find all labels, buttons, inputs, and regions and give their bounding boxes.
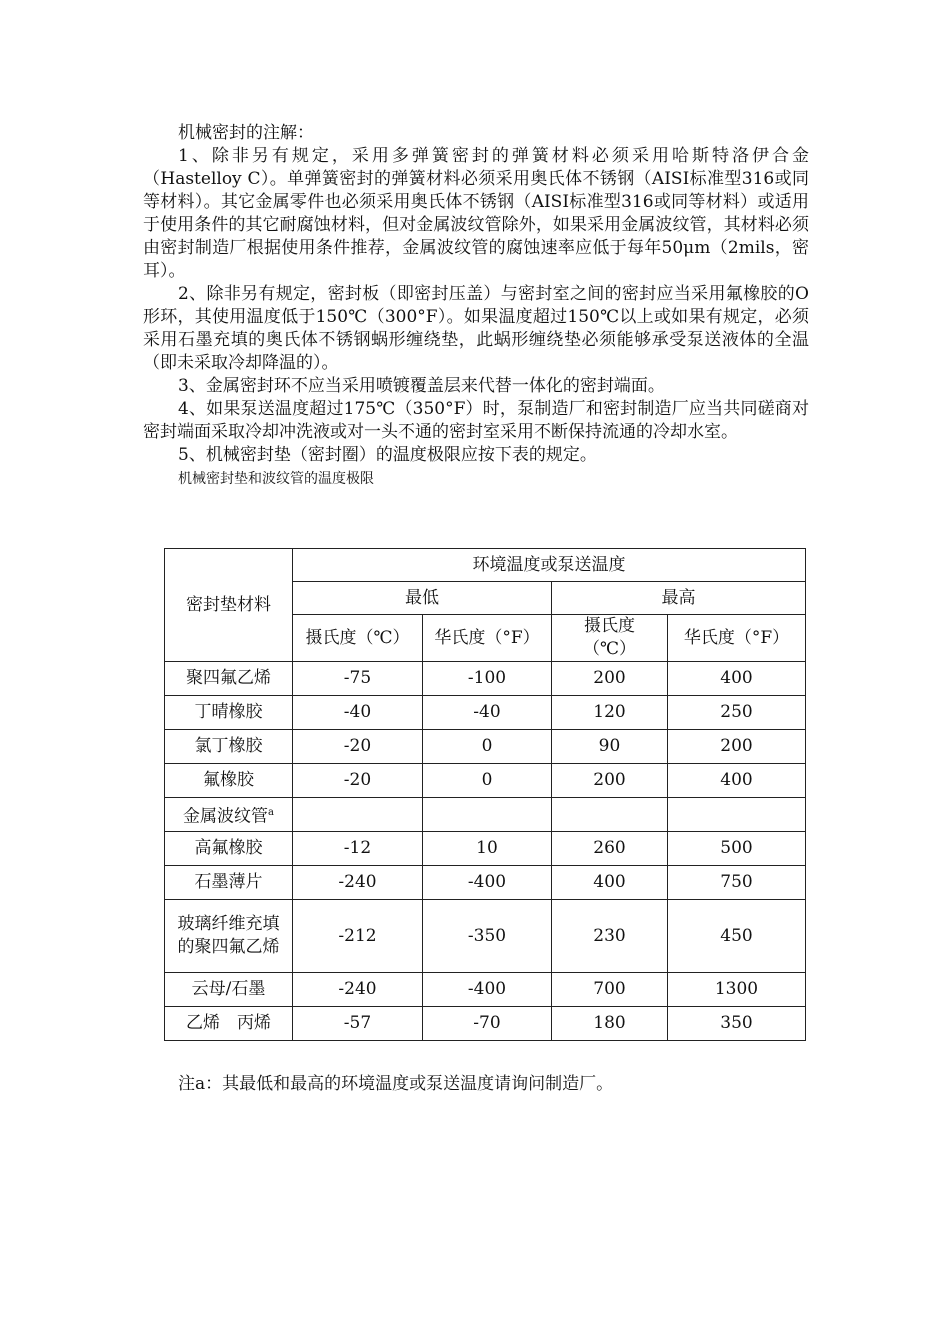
table-caption: 机械密封垫和波纹管的温度极限: [178, 471, 374, 487]
min-c-cell: -12: [293, 832, 423, 866]
max-c-cell: 90: [552, 730, 668, 764]
material-cell: 金属波纹管$^a$: [165, 798, 293, 832]
min-f-cell: -400: [423, 973, 552, 1007]
table-row: [165, 900, 806, 973]
note-paragraph-3: 3、金属密封环不应当采用喷镀覆盖层来代替一体化的密封端面。: [178, 376, 665, 396]
note-paragraph-4: 4、如果泵送温度超过175℃（350°F）时，泵制造厂和密封制造厂应当共同磋商对密封端面采取冷却冲洗液或对一头不通的密封室采用不断保持流通的冷却水室。: [143, 399, 809, 442]
material-cell: 云母/石墨: [165, 973, 293, 1007]
max-header: 最高: [552, 582, 806, 615]
material-cell: 丁晴橡胶: [165, 696, 293, 730]
max-f-cell: 400: [668, 764, 806, 798]
max-f-cell: 200: [668, 730, 806, 764]
material-cell: 乙烯 丙烯: [165, 1007, 293, 1041]
min-c-cell: -57: [293, 1007, 423, 1041]
table-row: [165, 1007, 806, 1041]
min-f-cell: [423, 798, 552, 832]
min-c-cell: [293, 798, 423, 832]
min-c-cell: -20: [293, 730, 423, 764]
document-body: [143, 122, 809, 489]
min-header: 最低: [293, 582, 552, 615]
table-row: [165, 798, 806, 832]
notes-heading: 机械密封的注解：: [178, 123, 314, 143]
table-row: [165, 973, 806, 1007]
max-f-cell: [668, 798, 806, 832]
footnote-marker: a: [268, 806, 274, 818]
temperature-group-header: 环境温度或泵送温度: [293, 549, 806, 582]
min-c-cell: -40: [293, 696, 423, 730]
table-row: [165, 764, 806, 798]
max-f-cell: 350: [668, 1007, 806, 1041]
fahrenheit-max-header: 华氏度（°F）: [668, 615, 806, 662]
material-cell: 石墨薄片: [165, 866, 293, 900]
material-cell: 氯丁橡胶: [165, 730, 293, 764]
max-c-cell: 200: [552, 764, 668, 798]
max-c-cell: 260: [552, 832, 668, 866]
material-cell: 高氟橡胶: [165, 832, 293, 866]
material-cell: 聚四氟乙烯: [165, 662, 293, 696]
max-f-cell: 250: [668, 696, 806, 730]
max-c-cell: 200: [552, 662, 668, 696]
table-footnote: 注a：其最低和最高的环境温度或泵送温度请询问制造厂。: [178, 1074, 614, 1094]
max-c-cell: 700: [552, 973, 668, 1007]
min-f-cell: -100: [423, 662, 552, 696]
fahrenheit-min-header: 华氏度（°F）: [423, 615, 552, 662]
material-cell: 玻璃纤维充填的聚四氟乙烯: [165, 900, 293, 973]
max-c-cell: 400: [552, 866, 668, 900]
max-f-cell: 1300: [668, 973, 806, 1007]
max-f-cell: 750: [668, 866, 806, 900]
max-c-cell: 180: [552, 1007, 668, 1041]
table-row: [165, 730, 806, 764]
material-cell: 氟橡胶: [165, 764, 293, 798]
material-header: 密封垫材料: [165, 549, 293, 662]
celsius-max-header: 摄氏度（℃）: [552, 615, 668, 662]
min-f-cell: 10: [423, 832, 552, 866]
min-f-cell: 0: [423, 730, 552, 764]
temperature-limits-table: [164, 548, 806, 1041]
max-c-cell: [552, 798, 668, 832]
min-c-cell: -20: [293, 764, 423, 798]
max-c-cell: 230: [552, 900, 668, 973]
min-f-cell: -40: [423, 696, 552, 730]
min-c-cell: -240: [293, 973, 423, 1007]
min-f-cell: 0: [423, 764, 552, 798]
table-row: [165, 832, 806, 866]
min-c-cell: -75: [293, 662, 423, 696]
min-c-cell: -240: [293, 866, 423, 900]
celsius-min-header: 摄氏度（℃）: [293, 615, 423, 662]
max-f-cell: 450: [668, 900, 806, 973]
note-paragraph-5: 5、机械密封垫（密封圈）的温度极限应按下表的规定。: [178, 445, 597, 465]
max-f-cell: 500: [668, 832, 806, 866]
min-f-cell: -400: [423, 866, 552, 900]
note-paragraph-1: 1、除非另有规定，采用多弹簧密封的弹簧材料必须采用哈斯特洛伊合金（Hastelloy C）。单弹簧密封的弹簧材料必须采用奥氏体不锈钢（AISI标准型316或同等材料）。其它金属零件也必须采用奥氏体不锈钢（AISI标准型316或同等材料）或适用于使用条件的其它耐腐蚀材料，但对金属波纹管除外，如果采用金属波纹管，其材料必须由密封制造厂根据使用条件推荐，金属波纹管的腐蚀速率应低于每年50μm（2mils，密耳）。: [143, 146, 809, 281]
min-f-cell: -350: [423, 900, 552, 973]
min-f-cell: -70: [423, 1007, 552, 1041]
max-f-cell: 400: [668, 662, 806, 696]
note-paragraph-2: 2、除非另有规定，密封板（即密封压盖）与密封室之间的密封应当采用氟橡胶的O形环，其使用温度低于150℃（300°F）。如果温度超过150℃以上或如果有规定，必须采用石墨充填的奥氏体不锈钢蜗形缠绕垫，此蜗形缠绕垫必须能够承受泵送液体的全温（即未采取冷却降温的）。: [143, 284, 809, 373]
min-c-cell: -212: [293, 900, 423, 973]
max-c-cell: 120: [552, 696, 668, 730]
table-row: [165, 696, 806, 730]
table-row: [165, 662, 806, 696]
table-row: [165, 866, 806, 900]
